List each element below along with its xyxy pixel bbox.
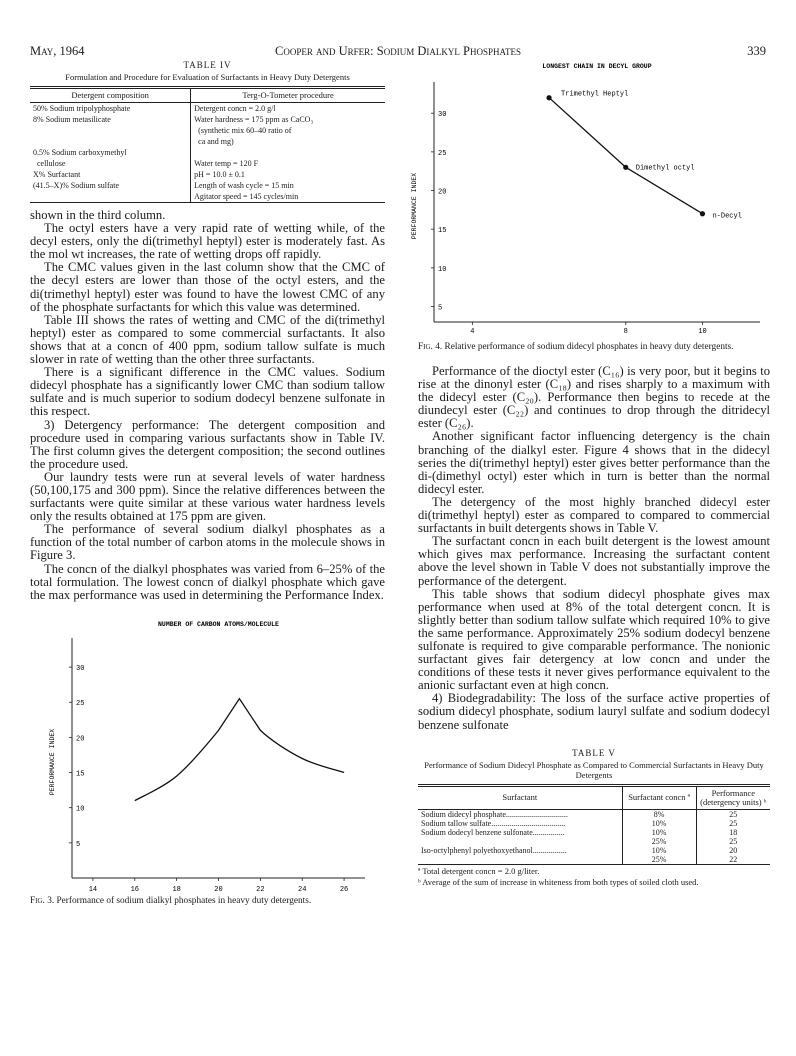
table4-row <box>30 136 385 147</box>
figure-3-caption <box>30 896 385 907</box>
paragraph: 3) Detergency performance: The detergent composition and procedure used in comparing various surfactants show in Table IV. The first column gives the detergent composition; the second outlines the procedure used. <box>30 417 385 471</box>
y-tick-label: 15 <box>76 770 85 779</box>
table5-cell-surfactant: Sodium didecyl phosphate............................... <box>421 809 568 819</box>
table4 <box>30 86 385 203</box>
series-line <box>549 98 702 214</box>
table5-cell-performance: 25 <box>696 837 770 846</box>
page-number: 339 <box>747 44 766 58</box>
table4-cell-composition: cellulose <box>33 159 66 168</box>
x-tick-label: 18 <box>172 885 181 894</box>
y-tick-label: 10 <box>76 805 85 814</box>
data-point-label: n-Decyl <box>712 212 742 221</box>
x-tick-label: 4 <box>470 328 475 336</box>
table4-cell-procedure: Detergent concn = 2.0 g/l <box>191 103 385 115</box>
x-tick-label: 24 <box>298 885 307 894</box>
table5-cell-concn: 10% <box>622 828 696 837</box>
table5-footnote-a: ª Total detergent concn = 2.0 g/liter. <box>418 865 540 876</box>
x-tick-label: 22 <box>256 885 265 894</box>
figure-3-chart <box>30 616 385 896</box>
y-axis-label: PERFORMANCE INDEX <box>411 172 418 240</box>
table4-body <box>30 103 385 203</box>
y-tick-label: 20 <box>76 735 85 744</box>
figure-4-label: Fig. 4. <box>418 342 443 352</box>
paragraph: Another significant factor influencing detergency is the chain branching of the dialkyl ester. Figure 4 shows that in the didecyl series the di(trimethyl heptyl) ester gives better performance than the di-(dimethyl octyl) ester which in turn is better than the normal didecyl ester. <box>418 429 770 496</box>
y-axis-label: PERFORMANCE INDEX <box>49 728 56 795</box>
table5-row <box>418 846 770 855</box>
table5-cell-performance: 25 <box>696 809 770 819</box>
paragraph: Our laundry tests were run at several levels of water hardness (50,100,175 and 300 ppm). Since the relative differences between the surfactants were quite similar at these various water hardness levels only the results obtained at 175 ppm are given. <box>30 469 385 524</box>
table4-cell-composition <box>30 125 191 136</box>
table5-cell-surfactant <box>418 837 622 846</box>
table4-row <box>30 158 385 169</box>
table4-row <box>30 114 385 125</box>
table4-cell-procedure: ca and mg) <box>191 136 385 147</box>
running-header-title: Cooper and Urfer: Sodium Dialkyl Phosphates <box>275 44 521 58</box>
table4-col2-header: Terg-O-Tometer procedure <box>191 88 385 103</box>
table4-cell-procedure: Agitator speed = 145 cycles/min <box>191 191 385 203</box>
y-tick-label: 5 <box>438 304 443 313</box>
table5-cell-performance: 25 <box>696 819 770 828</box>
figure-4-chart <box>411 60 770 342</box>
paragraph: Table III shows the rates of wetting and CMC of the di(trimethyl heptyl) ester as compared to some commercial surfactants. It also shows that at a concn of 400 ppm, sodium tallow sulfate is much slower in rate of wetting than the other three surfactants. <box>30 312 385 367</box>
table5-col3-header: Performance (detergency units) ᵇ <box>696 785 770 809</box>
figure-3-label: Fig. 3. <box>30 895 55 906</box>
y-tick-label: 20 <box>438 188 447 197</box>
running-header-date: May, 1964 <box>30 44 85 58</box>
paragraph: The surfactant concn in each built detergent is the lowest amount which gives max performance. Increasing the surfactant content above the level shown in Table V does not substantially improve the performance of the detergent. <box>418 534 770 588</box>
paragraph: The performance of several sodium dialkyl phosphates as a function of the total number of carbon atoms in the molecule shows in Figure 3. <box>30 522 385 563</box>
table5 <box>418 784 770 865</box>
table4-cell-procedure <box>191 147 385 158</box>
data-point <box>700 211 705 216</box>
figure-3-caption-text: Performance of sodium dialkyl phosphates in heavy duty detergents. <box>54 895 312 906</box>
table4-row <box>30 169 385 180</box>
paragraph: The CMC values given in the last column show that the CMC of the decyl esters are lower than those of the octyl esters, and the di(trimethyl heptyl) ester was found to have the lowest CMC of any of the phosphate surfactants for which this value was determined. <box>30 260 385 314</box>
table5-cell-concn: 8% <box>622 809 696 819</box>
table5-cell-surfactant: Iso-octylphenyl polyethoxyethanol................. <box>421 845 567 855</box>
table4-row <box>30 125 385 136</box>
table4-row <box>30 191 385 203</box>
table4-cell-procedure: pH = 10.0 ± 0.1 <box>191 169 385 180</box>
data-point-label: Dimethyl octyl <box>635 164 695 173</box>
x-tick-label: 14 <box>88 885 98 894</box>
y-tick-label: 10 <box>438 265 447 274</box>
figure-4-caption-text: Relative performance of sodium didecyl phosphates in heavy duty detergents. <box>442 342 734 352</box>
table5-cell-performance: 18 <box>696 828 770 837</box>
table5-cell-surfactant: Sodium tallow sulfate..................................... <box>421 818 566 828</box>
y-tick-label: 15 <box>438 227 447 236</box>
paragraph: 4) Biodegradability: The loss of the surface active properties of sodium didecyl phosphate, sodium lauryl sulfate and sodium dodecyl benzene sulfonate <box>418 691 770 732</box>
y-tick-label: 5 <box>76 840 81 849</box>
table4-row <box>30 103 385 115</box>
paragraph: shown in the third column. <box>30 208 166 222</box>
table5-cell-concn: 25% <box>622 837 696 846</box>
table4-col1-header: Detergent composition <box>30 88 191 103</box>
table4-cell-composition: 0.5% Sodium carboxymethyl <box>33 148 127 157</box>
table5-row <box>418 855 770 865</box>
table5-row <box>418 819 770 828</box>
y-tick-label: 25 <box>76 700 85 709</box>
table5-row <box>418 809 770 819</box>
paragraph: The detergency of the most highly branched didecyl ester di(trimethyl heptyl) ester as compared to compared to commercial surfactants in built detergents shows in Table V. <box>418 494 770 536</box>
table5-cell-performance: 22 <box>696 855 770 865</box>
table4-cell-composition: 50% Sodium tripolyphosphate <box>33 104 131 113</box>
table4-cell-composition <box>30 191 191 203</box>
table5-col1-header: Surfactant <box>418 785 622 809</box>
table5-cell-performance: 20 <box>696 846 770 855</box>
chart-title: NUMBER OF CARBON ATOMS/MOLECULE <box>158 620 279 628</box>
x-tick-label: 20 <box>214 885 223 894</box>
table4-cell-composition <box>30 136 191 147</box>
paragraph: The concn of the dialkyl phosphates was varied from 6–25% of the total formulation. The lowest concn of dialkyl phosphate which gave the max performance was used in determining the Performance Index. <box>30 561 385 602</box>
table4-cell-procedure: Water hardness = 175 ppm as CaCO₃ <box>191 114 385 125</box>
paragraph: The octyl esters have a very rapid rate of wetting while, of the decyl esters, only the di(trimethyl heptyl) ester is moderately fast. As the mol wt increases, the rate of wetting drops off rapidly. <box>30 221 385 262</box>
x-tick-label: 26 <box>339 885 349 894</box>
left-column <box>30 60 385 907</box>
y-tick-label: 30 <box>438 111 447 120</box>
table4-row <box>30 180 385 191</box>
table5-cell-surfactant: Sodium dodecyl benzene sulfonate................ <box>421 827 565 837</box>
table5-cell-concn: 25% <box>622 855 696 865</box>
left-body-text <box>30 209 385 602</box>
right-column <box>411 60 770 888</box>
table4-cell-procedure: Water temp = 120 F <box>191 158 385 169</box>
table4-cell-composition: X% Surfactant <box>33 170 81 179</box>
table4-cell-procedure: Length of wash cycle = 15 min <box>191 180 385 191</box>
table5-cell-surfactant <box>418 855 622 865</box>
series-line <box>135 699 344 801</box>
chart-title: LONGEST CHAIN IN DECYL GROUP <box>542 63 652 70</box>
table5-caption: Performance of Sodium Didecyl Phosphate as Compared to Commercial Surfactants in Heavy Duty Detergents <box>424 759 764 780</box>
table5-col2-header: Surfactant concn ª <box>622 785 696 809</box>
table4-cell-procedure: (synthetic mix 60–40 ratio of <box>191 125 385 136</box>
x-tick-label: 10 <box>698 328 707 336</box>
paragraph: Performance of the dioctyl ester (C₁₆) is very poor, but it begins to rise at the dinonyl ester (C₁₈) and rises sharply to a maximum with the didecyl ester (C₂₀). Performance then begins to recede at the diundecyl ester (C₂₂) and continues to drop through the ditridecyl ester (C₂₆). <box>418 364 770 431</box>
table5-row <box>418 828 770 837</box>
data-point <box>546 95 551 100</box>
data-point-label: Trimethyl Heptyl <box>561 90 629 99</box>
table4-cell-composition: 8% Sodium metasilicate <box>33 115 111 124</box>
data-point <box>623 165 628 170</box>
table5-row <box>418 837 770 846</box>
table4-title: TABLE IV <box>183 60 232 70</box>
y-tick-label: 25 <box>438 149 447 158</box>
x-tick-label: 16 <box>130 885 139 894</box>
x-tick-label: 8 <box>623 328 628 336</box>
table4-caption: Formulation and Procedure for Evaluation of Surfactants in Heavy Duty Detergents <box>65 72 350 82</box>
table5-footnote-b: ᵇ Average of the sum of increase in whiteness from both types of soiled cloth used. <box>418 877 699 888</box>
table5-body <box>418 809 770 864</box>
table5-cell-concn: 10% <box>622 846 696 855</box>
table4-cell-composition: (41.5–X)% Sodium sulfate <box>33 181 119 190</box>
table5-cell-concn: 10% <box>622 819 696 828</box>
figure-4-caption <box>418 342 770 353</box>
y-tick-label: 30 <box>76 664 85 673</box>
right-body-text <box>418 365 770 732</box>
paragraph: This table shows that sodium didecyl phosphate gives max performance when used at 8% of the total detergent concn. It is slightly better than sodium tallow sulfate which required 10% to give the same performance. Approximately 25% sodium dodecyl benzene sulfonate is required to give comparable performance. The nonionic surfactant gives fair detergency at low concn and under the conditions of these tests it never gives performance equivalent to the anionic surfactant even at high concn. <box>418 586 770 693</box>
table4-row <box>30 147 385 158</box>
paragraph: There is a significant difference in the CMC values. Sodium didecyl phosphate has a significantly lower CMC than sodium tallow sulfate and is much superior to sodium dodecyl benzene sulfonate in this respect. <box>30 365 385 419</box>
table5-title: TABLE V <box>572 747 616 758</box>
